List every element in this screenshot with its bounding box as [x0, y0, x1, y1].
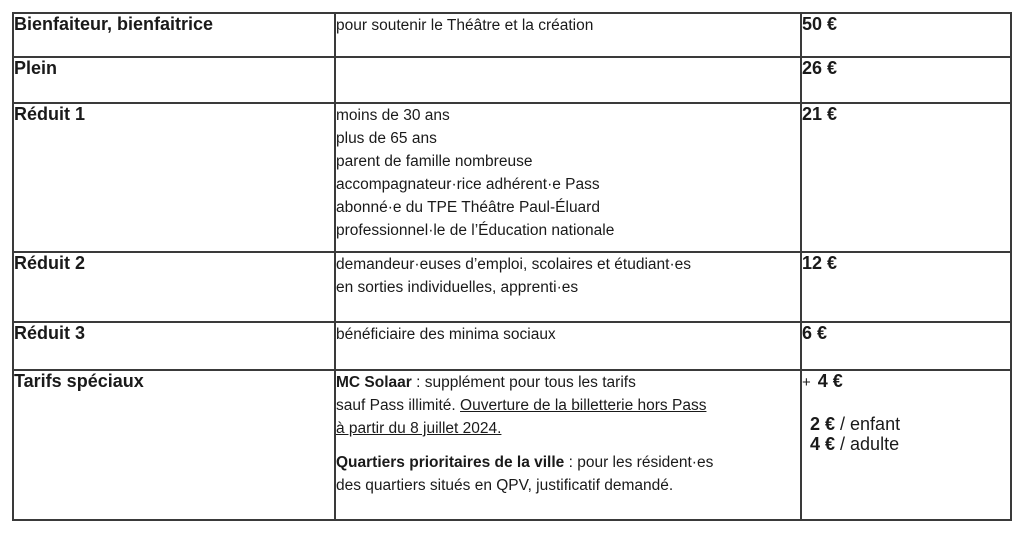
supplement-amount: 4 €	[817, 371, 843, 391]
description-line: plus de 65 ans	[336, 130, 437, 147]
table-row-reduit-1	[13, 103, 1011, 252]
description-line: demandeur·euses d’emploi, scolaires et étudiant·es	[336, 256, 691, 273]
price-cell: 21 €	[801, 103, 1011, 252]
adult-amount: 4 €	[810, 434, 836, 454]
table-row-tarifs-speciaux	[13, 370, 1011, 520]
category-cell: Plein	[13, 57, 335, 103]
description-line: pour soutenir le Théâtre et la création	[336, 17, 594, 34]
adult-price	[810, 434, 1010, 454]
description-cell	[335, 13, 801, 57]
qpv-text: : pour les résident·es	[564, 454, 714, 471]
category-cell: Réduit 1	[13, 103, 335, 252]
table-row-reduit-2	[13, 252, 1011, 322]
description-cell	[335, 252, 801, 322]
price-cell: 6 €	[801, 322, 1011, 370]
mc-solaar-text: : supplément pour tous les tarifs	[411, 374, 636, 391]
qpv-line-2: des quartiers situés en QPV, justificatif demandé.	[336, 477, 674, 494]
description-line: bénéficiaire des minima sociaux	[336, 326, 556, 343]
description-cell	[335, 57, 801, 103]
table-row-plein	[13, 57, 1011, 103]
table-row-reduit-3	[13, 322, 1011, 370]
description-cell	[335, 322, 801, 370]
description-line: abonné·e du TPE Théâtre Paul-Éluard	[336, 199, 600, 216]
ticketing-link-date[interactable]: à partir du 8 juillet 2024.	[336, 420, 502, 437]
qpv-prices	[802, 414, 1010, 454]
pricing-table	[12, 12, 1012, 521]
category-cell: Bienfaiteur, bienfaitrice	[13, 13, 335, 57]
category-cell: Réduit 3	[13, 322, 335, 370]
mc-solaar-price	[802, 371, 1010, 392]
description-line: parent de famille nombreuse	[336, 153, 533, 170]
child-price	[810, 414, 1010, 434]
qpv-line-1	[336, 451, 800, 474]
price-cell: 50 €	[801, 13, 1011, 57]
mc-solaar-line-1	[336, 371, 800, 394]
price-cell: 26 €	[801, 57, 1011, 103]
description-line: moins de 30 ans	[336, 107, 450, 124]
child-amount: 2 €	[810, 414, 836, 434]
description-cell	[335, 103, 801, 252]
category-cell: Réduit 2	[13, 252, 335, 322]
description-line: accompagnateur·rice adhérent·e Pass	[336, 176, 600, 193]
mc-solaar-title: MC Solaar	[336, 374, 412, 391]
mc-solaar-line-3	[336, 417, 800, 440]
spacer	[336, 440, 800, 451]
table-row-bienfaiteur	[13, 13, 1011, 57]
child-unit: / enfant	[835, 414, 901, 434]
mc-solaar-line-2	[336, 394, 800, 417]
qpv-title: Quartiers prioritaires de la ville	[336, 454, 565, 471]
description-cell	[335, 370, 801, 520]
mc-solaar-text: sauf Pass illimité.	[336, 397, 461, 414]
price-cell: 12 €	[801, 252, 1011, 322]
description-line: en sorties individuelles, apprenti·es	[336, 279, 579, 296]
plus-sign: +	[802, 374, 811, 391]
description-line: professionnel·le de l’Éducation nationale	[336, 222, 615, 239]
category-cell: Tarifs spéciaux	[13, 370, 335, 520]
ticketing-link[interactable]: Ouverture de la billetterie hors Pass	[460, 397, 707, 414]
adult-unit: / adulte	[835, 434, 900, 454]
special-price-cell	[801, 370, 1011, 520]
